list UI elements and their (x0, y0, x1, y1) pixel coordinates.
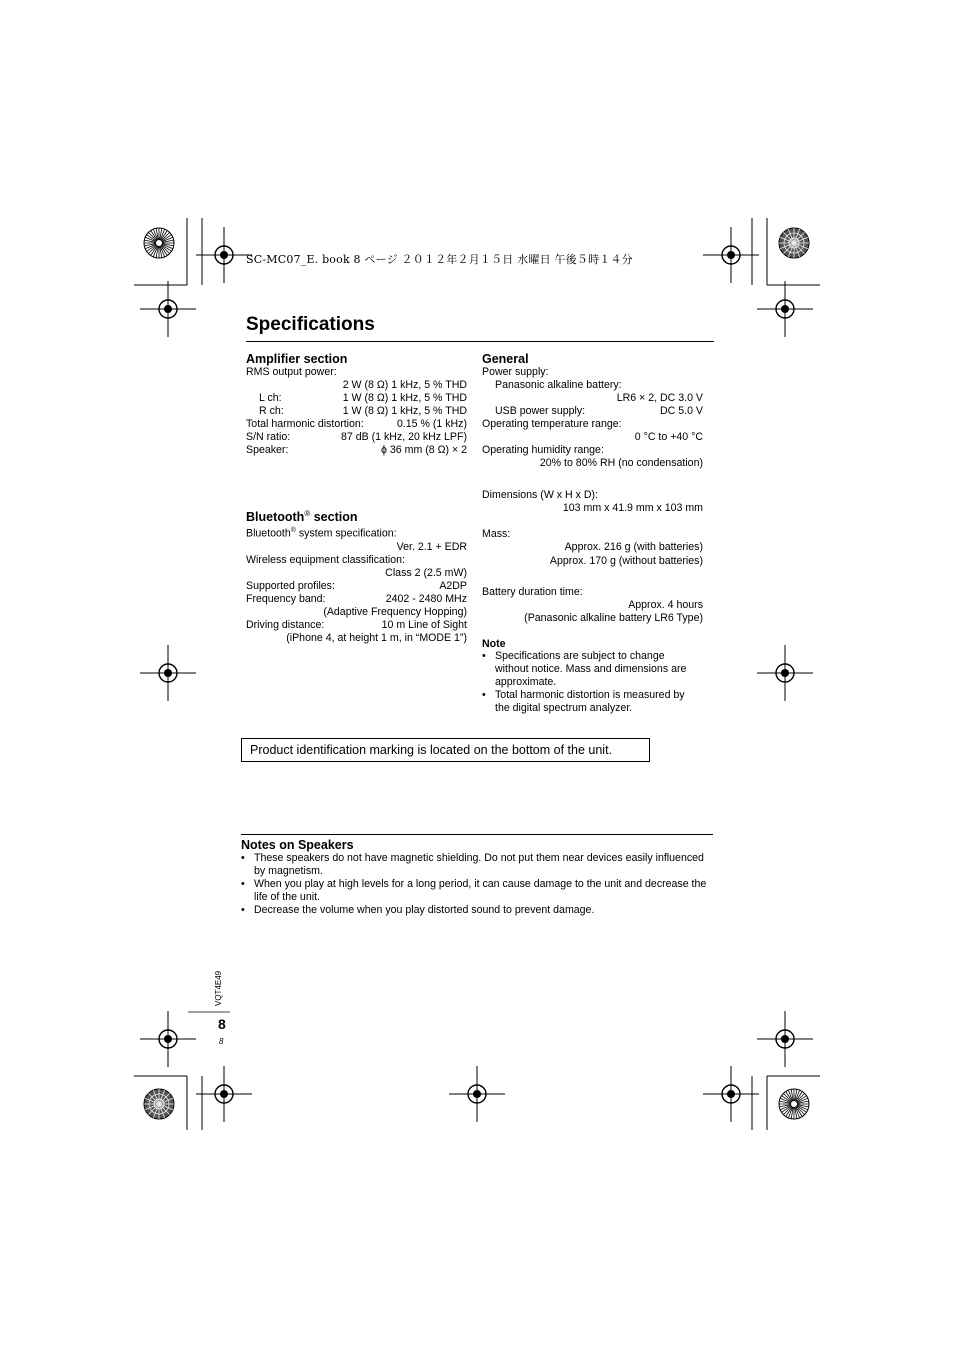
title-rule (246, 341, 714, 342)
humidity-value: 20% to 80% RH (no condensation) (539, 457, 703, 469)
speakers-rule (241, 834, 713, 835)
speakers-list (241, 852, 713, 917)
speakers-section (241, 838, 713, 917)
battery-time-value: Approx. 4 hours (628, 599, 703, 611)
page-number: 8 (218, 1016, 226, 1032)
battery-label: Panasonic alkaline battery: (495, 379, 622, 391)
speakers-heading: Notes on Speakers (241, 838, 354, 852)
note-heading: Note (482, 638, 506, 650)
bluetooth-heading-prefix: Bluetooth (246, 510, 305, 525)
speakers-item: • These speakers do not have magnetic shielding. Do not put them near devices easily influenced by magnetism. (241, 852, 713, 878)
sn-value: 87 dB (1 kHz, 20 kHz LPF) (341, 431, 467, 443)
bluetooth-heading (246, 509, 467, 524)
print-header: SC-MC07_E. book 8 ページ ２０１２年２月１５日 水曜日 午後５時１４分 (246, 253, 633, 266)
bt-freq-row (246, 593, 467, 606)
battery-time-label: Battery duration time: (482, 586, 583, 598)
model-code: VQT4E49 (214, 970, 223, 1006)
sn-row (246, 431, 467, 444)
speaker-value: ϕ 36 mm (8 Ω) × 2 (381, 444, 467, 456)
thd-value: 0.15 % (1 kHz) (396, 418, 467, 430)
mass-value-2: Approx. 170 g (without batteries) (549, 555, 703, 567)
registered-mark: ® (304, 509, 311, 518)
rms-label: RMS output power: (246, 366, 337, 378)
bt-distance-value: 10 m Line of Sight (381, 618, 467, 631)
temp-label: Operating temperature range: (482, 418, 622, 430)
battery-value: LR6 × 2, DC 3.0 V (616, 392, 703, 404)
thd-row (246, 418, 467, 431)
rch-label: R ch: (259, 405, 284, 417)
bt-distance-note: (iPhone 4, at height 1 m, in “MODE 1”) (286, 631, 467, 644)
usb-label: USB power supply: (495, 405, 586, 417)
lch-label: L ch: (259, 392, 282, 404)
bt-freq-value: 2402 - 2480 MHz (385, 592, 467, 605)
rms-value: 2 W (8 Ω) 1 kHz, 5 % THD (342, 379, 467, 391)
humidity-label: Operating humidity range: (482, 444, 604, 456)
bt-freq-label: Frequency band: (246, 592, 326, 605)
speaker-row (246, 444, 467, 457)
temp-value: 0 °C to +40 °C (634, 431, 703, 443)
bt-profiles-row (246, 580, 467, 593)
bt-class-label: Wireless equipment classification: (246, 553, 405, 566)
speakers-item: • Decrease the volume when you play distorted sound to prevent damage. (241, 904, 713, 917)
lch-value: 1 W (8 Ω) 1 kHz, 5 % THD (342, 392, 467, 404)
amplifier-section (246, 352, 467, 457)
speaker-label: Speaker: (246, 444, 289, 456)
sn-label: S/N ratio: (246, 431, 291, 443)
note-item: • Specifications are subject to change without notice. Mass and dimensions are approximate. (482, 650, 697, 689)
battery-time-note: (Panasonic alkaline battery LR6 Type) (524, 612, 703, 624)
dim-value: 103 mm x 41.9 mm x 103 mm (562, 502, 703, 514)
amplifier-heading: Amplifier section (246, 352, 348, 366)
page-sub-number: 8 (219, 1037, 224, 1046)
bt-freq-note: (Adaptive Frequency Hopping) (323, 605, 467, 618)
bt-spec-label-suffix: system specification: (295, 527, 397, 540)
page-title: Specifications (246, 314, 375, 335)
speakers-item: • When you play at high levels for a long period, it can cause damage to the unit and decrease the life of the unit. (241, 878, 713, 904)
note-item: • Total harmonic distortion is measured by the digital spectrum analyzer. (482, 689, 697, 715)
general-section (482, 352, 703, 715)
usb-value: DC 5.0 V (660, 405, 703, 417)
note-list (482, 650, 697, 715)
thd-label: Total harmonic distortion: (246, 418, 364, 430)
bt-class-value: Class 2 (2.5 mW) (385, 566, 467, 579)
bluetooth-section (246, 509, 467, 645)
registered-mark: ® (290, 527, 296, 535)
bt-spec-value: Ver. 2.1 + EDR (396, 540, 467, 553)
id-marking-box: Product identification marking is located on the bottom of the unit. (241, 738, 650, 762)
general-heading: General (482, 352, 529, 366)
bt-spec-label (246, 524, 467, 541)
dim-label: Dimensions (W x H x D): (482, 489, 598, 501)
mass-value-1: Approx. 216 g (with batteries) (564, 541, 703, 553)
bt-profiles-value: A2DP (439, 579, 467, 592)
power-label: Power supply: (482, 366, 549, 378)
bt-distance-row (246, 619, 467, 632)
bt-profiles-label: Supported profiles: (246, 579, 335, 592)
bt-distance-label: Driving distance: (246, 618, 325, 631)
bt-spec-label-prefix: Bluetooth (246, 527, 291, 540)
usb-row (482, 405, 703, 418)
mass-label: Mass: (482, 528, 511, 540)
lch-row (246, 392, 467, 405)
rch-value: 1 W (8 Ω) 1 kHz, 5 % THD (342, 405, 467, 417)
rch-row (246, 405, 467, 418)
bluetooth-heading-suffix: section (310, 510, 358, 525)
